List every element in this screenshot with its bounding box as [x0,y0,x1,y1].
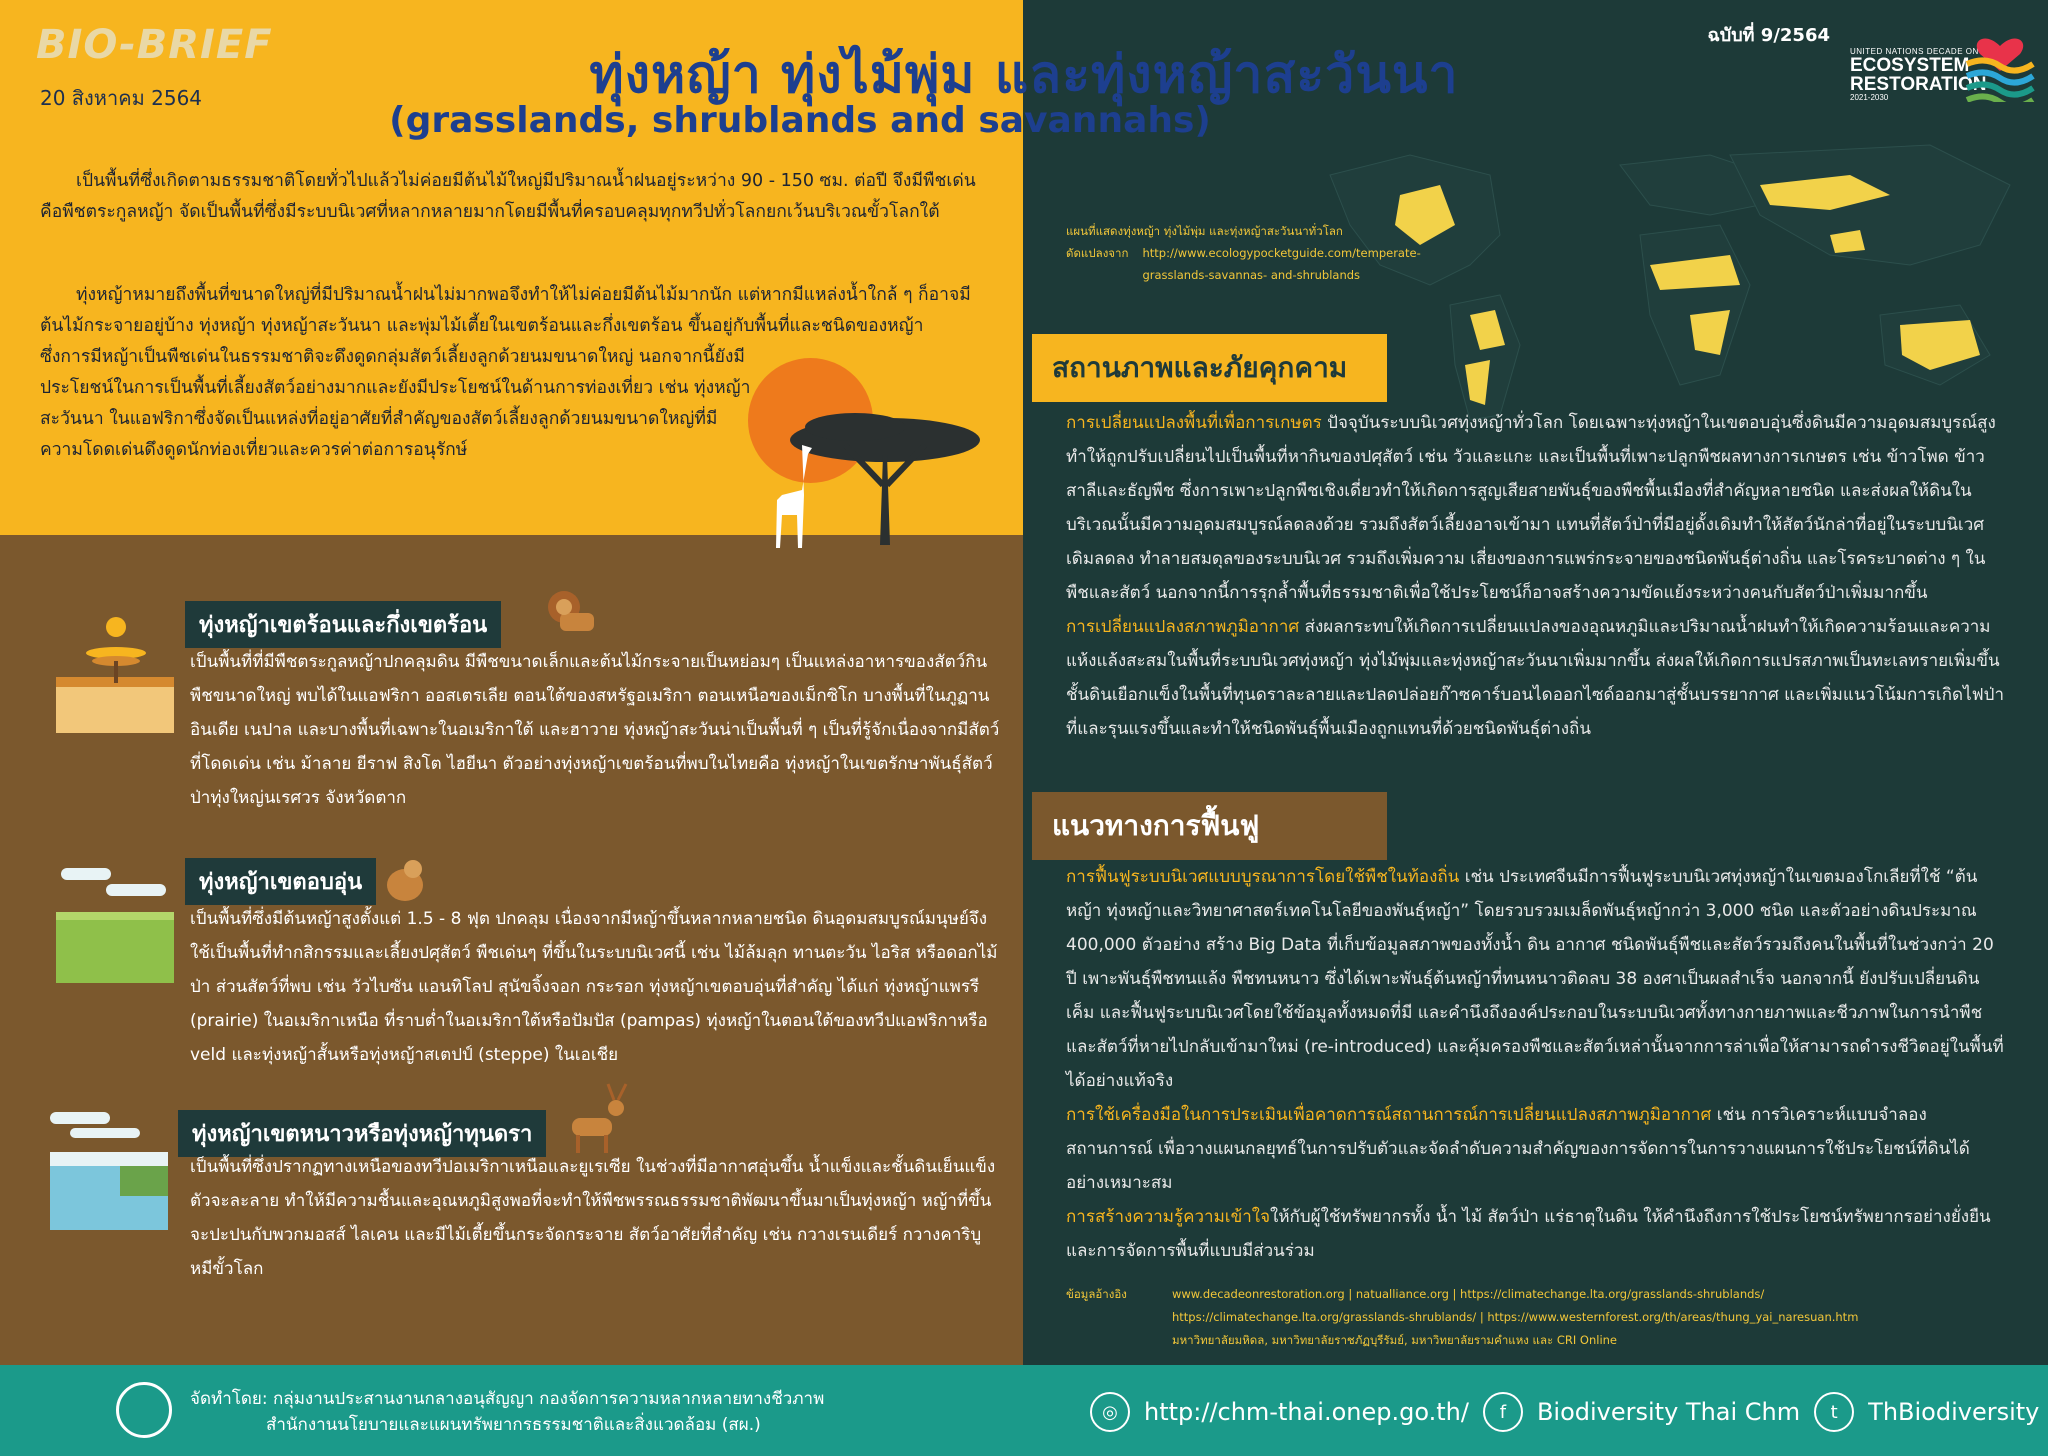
restoration-heading: แนวทางการฟื้นฟู [1032,792,1387,860]
issue-number: ฉบับที่ 9/2564 [1707,25,1830,46]
website-link[interactable]: http://chm-thai.onep.go.th/ [1144,1398,1469,1426]
facebook-link[interactable]: Biodiversity Thai Chm [1536,1398,1801,1426]
tropical-text: เป็นพื้นที่ที่มีพืชตระกูลหญ้าปกคลุมดิน มีพืชขนาดเล็กและต้นไม้กระจายเป็นหย่อมๆ เป็นแหล่งอาหารของสัตว์กินพืชขนาดใหญ่ พบได้ในแอฟริกา ออสเตรเลีย ตอนใต้ของสหรัฐอเมริกา ตอนเหนือของเม็กซิโก บางพื้นที่ในภูฏาน อินเดีย เนปาล และบางพื้นที่เฉพาะในอเมริกาใต้ และฮาวาย ทุ่งหญ้าสะวันน่าเป็นพื้นที่ ๆ เป็นที่รู้จักเนื่องจากมีสัตว์ที่โดดเด่น เช่น ม้าลาย ยีราฟ สิงโต ไฮยีนา ตัวอย่างทุ่งหญ้าเขตร้อนที่พบในไทยคือ ทุ่งหญ้าในเขตรักษาพันธุ์สัตว์ป่าทุ่งใหญ่นเรศวร จังหวัดตาก [190,652,1000,808]
restoration-text [1066,860,2006,1268]
threat-agriculture-text: ปัจจุบันระบบนิเวศทุ่งหญ้าทั่วโลก โดยเฉพาะทุ่งหญ้าในเขตอบอุ่นซึ่งดินมีความอุดมสมบูรณ์สูงทำให้ถูกปรับเปลี่ยนไปเป็นพื้นที่หากินของปศุสัตว์ เช่น วัวและแกะ และเป็นพื้นที่เพาะปลูกพืชผลทางการเกษตร เช่น ข้าวโพด ข้าวสาลีและธัญพืช ซึ่งการเพาะปลูกพืชเชิงเดี่ยวทำให้เกิดการสูญเสียสายพันธุ์ของพืชพื้นเมืองที่สำคัญหลายชนิด และส่งผลให้ดินในบริเวณนั้นมีความอุดมสมบูรณ์ลดลงด้วย รวมถึงสัตว์เลี้ยงอาจเข้ามา แทนที่สัตว์ป่าที่มีอยู่ดั้งเดิมทำให้สัตว์นักล่าที่อยู่ในระบบนิเวศเดิมลดลง ทำลายสมดุลของระบบนิเวศ รวมถึงเพิ่มความ เสี่ยงของการแพร่กระจายของชนิดพันธุ์ต่างถิ่น และโรคระบาดต่าง ๆ ในพืชและสัตว์ นอกจากนี้การรุกล้ำพื้นที่ธรรมชาติเพื่อใช้ประโยชน์ก็อาจสร้างความขัดแย้งระหว่างคนกับสัตว์ป่าเพิ่มมากขึ้น [1066,413,1996,603]
heart-waves-icon [1965,16,2035,102]
references-label: ข้อมูลอ้างอิง [1066,1287,1127,1301]
intro-text-2b: ซึ่งการมีหญ้าเป็นพืชเด่นในธรรมชาติจะดึงดูดกลุ่มสัตว์เลี้ยงลูกด้วยนมขนาดใหญ่ นอกจากนี้ยังมีประโยชน์ในการเป็นพื้นที่เลี้ยงสัตว์อย่างมากและยังมีประโยชน์ในด้านการท่องเที่ยว เช่น ทุ่งหญ้าสะวันนา ในแอฟริกาซึ่งจัดเป็นแหล่งที่อยู่อาศัยที่สำคัญของสัตว์เลี้ยงลูกด้วยนมขนาดใหญ่ที่มีความโดดเด่นดึงดูดนักท่องเที่ยวและควรค่าต่อการอนุรักษ์ [40,347,751,460]
tropical-heading: ทุ่งหญ้าเขตร้อนและกึ่งเขตร้อน [185,601,501,648]
temperate-heading: ทุ่งหญ้าเขตอบอุ่น [185,858,376,905]
globe-icon: ◎ [1090,1392,1130,1432]
facebook-icon: f [1483,1392,1523,1432]
restoration-1-title: การฟื้นฟูระบบนิเวศแบบบูรณาการโดยใช้พืชในท้องถิ่น [1066,867,1460,887]
restoration-2-text: เช่น การวิเคราะห์แบบจำลองสถานการณ์ เพื่อวางแผนกลยุทธ์ในการปรับตัวและจัดลำดับความสำคัญของการจัดการในการวางแผนการใช้ประโยชน์ที่ดินได้อย่างเหมาะสม [1066,1105,1970,1193]
map-caption-title: แผนที่แสดงทุ่งหญ้า ทุ่งไม้พุ่ม และทุ่งหญ้าสะวันนาทั่วโลก [1066,224,1343,238]
page-subtitle: (grasslands, shrublands and savannahs) [389,100,1211,141]
publish-date: 20 สิงหาคม 2564 [40,86,203,110]
threat-climate-title: การเปลี่ยนแปลงสภาพภูมิอากาศ [1066,617,1300,637]
onep-logo [116,1382,172,1438]
threats-text [1066,406,2006,746]
reference-line-3: มหาวิทยาลัยมหิดล, มหาวิทยาลัยราชภัฏบุรีรัมย์, มหาวิทยาลัยรามคำแหง และ CRI Online [1172,1333,1618,1347]
map-source-link[interactable]: http://www.ecologypocketguide.com/temperate-grasslands-savannas- and-shrublands [1142,246,1421,282]
lion-icon [540,585,600,645]
temperate-grassland-icon [56,868,174,983]
intro-paragraph-1 [40,166,990,234]
tundra-heading: ทุ่งหญ้าเขตหนาวหรือทุ่งหญ้าทุนดรา [178,1110,546,1157]
footer-links [1090,1392,2039,1432]
intro-text-1: เป็นพื้นที่ซึ่งเกิดตามธรรมชาติโดยทั่วไปแล้วไม่ค่อยมีต้นไม้ใหญ่มีปริมาณน้ำฝนอยู่ระหว่าง 90 - 150 ซม. ต่อปี จึงมีพืชเด่นคือพืชตระกูลหญ้า จัดเป็นพื้นที่ซึ่งมีระบบนิเวศที่หลากหลายมากโดยมีพื้นที่ครอบคลุมทุกทวีปทั่วโลกยกเว้นบริเวณขั้วโลกใต้ [40,171,976,222]
bio-brief-logo: BIO-BRIEF [36,22,273,68]
restoration-3-text: ให้กับผู้ใช้ทรัพยากรทั้ง น้ำ ไม้ สัตว์ป่า แร่ธาตุในดิน ให้คำนึงถึงการใช้ประโยชน์ทรัพยากรอย่างยั่งยืนและการจัดการพื้นที่แบบมีส่วนร่วม [1066,1207,1991,1261]
twitter-link[interactable]: ThBiodiversity [1868,1398,2040,1426]
reindeer-icon [560,1080,640,1155]
restoration-2-title: การใช้เครื่องมือในการประเมินเพื่อคาดการณ์สถานการณ์การเปลี่ยนแปลงสภาพภูมิอากาศ [1066,1105,1712,1125]
title-part-1: ทุ่งหญ้า ทุ่งไม้พุ่ม [589,45,995,105]
references [1066,1283,1858,1352]
footer-credit-2: สำนักงานนโยบายและแผนทรัพยากรธรรมชาติและสิ่งแวดล้อม (สผ.) [266,1415,761,1435]
map-caption [1066,220,1462,286]
un-big-2: RESTORATION [1850,74,1987,95]
threats-heading: สถานภาพและภัยคุกคาม [1032,334,1387,402]
twitter-icon: t [1814,1392,1854,1432]
un-big-1: ECOSYSTEM [1850,55,1970,76]
tundra-icon [50,1112,168,1230]
prairie-dog-icon [375,855,435,905]
restoration-1-text: เช่น ประเทศจีนมีการฟื้นฟูระบบนิเวศทุ่งหญ้าในเขตมองโกเลียที่ใช้ “ต้นหญ้า ทุ่งหญ้าและวิทยาศาสตร์เทคโนโลยีของพันธุ์หญ้า” โดยรวบรวมเมล็ดพันธุ์หญ้ากว่า 3,000 ชนิด และตัวอย่างดินประมาณ 400,000 ตัวอย่าง สร้าง Big Data ที่เก็บข้อมูลสภาพของทั้งน้ำ ดิน อากาศ ชนิดพันธุ์พืชและสัตว์รวมถึงคนในพื้นที่ในช่วงกว่า 20 ปี เพาะพันธุ์พืชทนแล้ง พืชทนหนาว ซึ่งได้เพาะพันธุ์ต้นหญ้าที่ทนหนาวติดลบ 38 องศาเป็นผลสำเร็จ นอกจากนี้ ยังปรับเปลี่ยนดินเค็ม และฟื้นฟูระบบนิเวศโดยใช้ข้อมูลทั้งหมดที่มี และคำนึงถึงองค์ประกอบในระบบนิเวศทั้งทางกายภาพและชีวภาพในการนำพืชและสัตว์ที่หายไปกลับเข้ามาใหม่ (re-introduced) และคุ้มครองพืชและสัตว์เหล่านั้นจากการล่าเพื่อให้สามารถดำรงชีวิตอยู่ในพื้นที่ได้อย่างแท้จริง [1066,867,2004,1091]
tundra-text: เป็นพื้นที่ซึ่งปรากฏทางเหนือของทวีปอเมริกาเหนือและยูเรเซีย ในช่วงที่มีอากาศอุ่นขึ้น น้ำแข็งและชั้นดินเย็นแข็งตัวจะละลาย ทำให้มีความชื้นและอุณหภูมิสูงพอที่จะทำให้พืชพรรณธรรมชาติพัฒนาขึ้นมาเป็นทุ่งหญ้า หญ้าที่ขึ้นจะปะปนกับพวกมอสส์ ไลเคน และมีไม้เตี้ยขึ้นกระจัดกระจาย สัตว์อาศัยที่สำคัญ เช่น กวางเรนเดียร์ กวางคาริบู หมีขั้วโลก [190,1157,996,1279]
threat-agriculture-title: การเปลี่ยนแปลงพื้นที่เพื่อการเกษตร [1066,413,1322,433]
un-years: 2021-2030 [1850,93,1889,102]
reference-line-1[interactable]: www.decadeonrestoration.org | natualliance.org | https://climatechange.lta.org/grasslands-shrublands/ [1172,1287,1765,1301]
un-small-text: UNITED NATIONS DECADE ON [1850,47,1979,56]
footer-credit-1: จัดทำโดย: กลุ่มงานประสานงานกลางอนุสัญญา กองจัดการความหลากหลายทางชีวภาพ [190,1389,825,1409]
reference-line-2[interactable]: https://climatechange.lta.org/grasslands-shrublands/ | https://www.westernforest.org/th/areas/thung_yai_naresuan.htm [1172,1310,1859,1324]
restoration-3-title: การสร้างความรู้ความเข้าใจ [1066,1207,1271,1227]
temperate-text: เป็นพื้นที่ซึ่งมีต้นหญ้าสูงตั้งแต่ 1.5 - 8 ฟุต ปกคลุม เนื่องจากมีหญ้าขึ้นหลากหลายชนิด ดินอุดมสมบูรณ์มนุษย์จึงใช้เป็นพื้นที่ทำกสิกรรมและเลี้ยงปศุสัตว์ พืชเด่นๆ ที่ขึ้นในระบบนิเวศนี้ เช่น ไม้ล้มลุก ทานตะวัน ไอริส หรือดอกไม้ป่า ส่วนสัตว์ที่พบ เช่น วัวไบซัน แอนทิโลป สุนัขจิ้งจอก กระรอก ทุ่งหญ้าเขตอบอุ่นที่สำคัญ ได้แก่ ทุ่งหญ้าแพรรี (prairie) ในอเมริกาเหนือ ที่ราบต่ำในอเมริกาใต้หรือปัมปัส (pampas) ทุ่งหญ้าในตอนใต้ของทวีปแอฟริกาหรือ veld และทุ่งหญ้าสั้นหรือทุ่งหญ้าสเตปป์ (steppe) ในเอเชีย [190,909,998,1065]
tropical-grassland-icon [56,615,174,733]
map-source-label: ดัดแปลงจาก [1066,246,1129,260]
threat-climate-text: ส่งผลกระทบให้เกิดการเปลี่ยนแปลงของอุณหภูมิและปริมาณน้ำฝนทำให้เกิดความร้อนและความแห้งแล้งสะสมในพื้นที่ระบบนิเวศทุ่งหญ้า ทุ่งไม้พุ่มและทุ่งหญ้าสะวันนาเพิ่มมากขึ้น ส่งผลให้เกิดการแปรสภาพเป็นทะเลทรายเพิ่มขึ้น ชั้นดินเยือกแข็งในพื้นที่ทุนดราละลายและปลดปล่อยก๊าซคาร์บอนไดออกไซด์ออกมาสู่ชั้นบรรยากาศ และเพิ่มแนวโน้มการเกิดไฟป่าที่และรุนแรงขึ้นและทำให้ชนิดพันธุ์พื้นเมืองถูกแทนที่ด้วยชนิดพันธุ์ต่างถิ่น [1066,617,2004,739]
giraffe-icon [762,440,822,550]
intro-text-2a: ทุ่งหญ้าหมายถึงพื้นที่ขนาดใหญ่ที่มีปริมาณน้ำฝนไม่มากพอจึงทำให้ไม่ค่อยมีต้นไม้มากนัก แต่หากมีแหล่งน้ำใกล้ ๆ ก็อาจมีต้นไม้กระจายอยู่บ้าง ทุ่งหญ้า ทุ่งหญ้าสะวันนา และพุ่มไม้เตี้ยในเขตร้อนและกึ่งเขตร้อน ขึ้นอยู่กับพื้นที่และชนิดของหญ้า [40,285,971,336]
title-part-2: และทุ่งหญ้าสะวันนา [994,45,1459,105]
footer-credit [190,1386,824,1438]
